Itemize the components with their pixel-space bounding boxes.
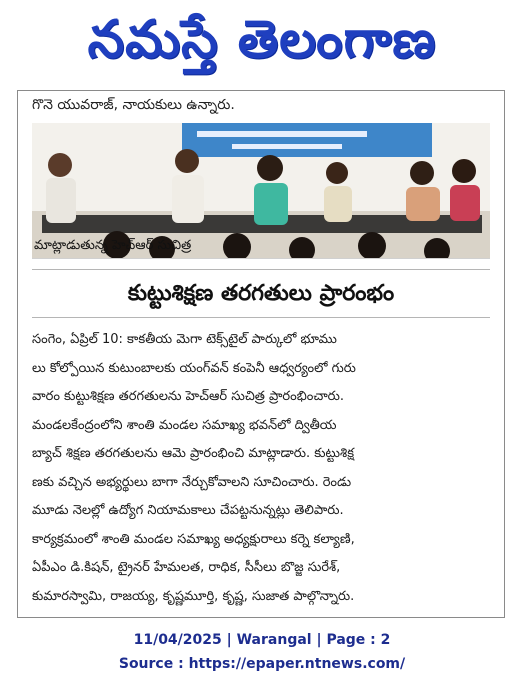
headline: కుట్టుశిక్షణ తరగతులు ప్రారంభం xyxy=(127,281,395,306)
body-line: వారం కుట్టుశిక్షణ తరగతులను హెచ్ఆర్ సుచిత్ర ప్రారంభించారు. xyxy=(32,389,345,404)
photo-caption: మాట్లాడుతున్న హెచ్ఆర్ సుచిత్ర xyxy=(34,238,192,253)
body-line: లు కోల్పోయిన కుటుంబాలకు యంగ్‌వన్ కంపెనీ ఆధ్వర్యంలో గురు xyxy=(32,360,356,376)
body-line: మూడు నెలల్లో ఉద్యోగ నియామకాలు చేపట్టనున్నట్లు తెలిపారు. xyxy=(32,503,344,518)
body-line: సంగెం, ఏప్రిల్ 10: కాకతీయ మెగా టెక్స్‌టైల్ పార్కులో భూము xyxy=(32,332,337,347)
body-line: కుమారస్వామి, రాజయ్య, కృష్ణమూర్తి, కృష్ణ, సుజాత పాల్గొన్నారు. xyxy=(32,588,355,604)
event-banner xyxy=(182,123,432,157)
newspaper-logo: నమస్తే తెలంగాణ xyxy=(87,10,437,70)
previous-article-tail: గొనె యువరాజ్, నాయకులు ఉన్నారు. xyxy=(32,97,235,113)
body-line: ఏపీఎం డి.కిషన్, ట్రైనర్ హేమలత, రాధిక, సీసీలు బొజ్జ సురేశ్, xyxy=(32,560,341,575)
person-1 xyxy=(46,153,76,223)
divider-top xyxy=(32,269,490,270)
body-line: ణకు వచ్చిన అభ్యర్థులు బాగా నేర్చుకోవాలని సూచించారు. రెండు xyxy=(32,474,352,490)
body-line: మండలకేంద్రంలోని శాంతి మండల సమాఖ్య భవన్‌లో ద్వితీయ xyxy=(32,417,337,433)
person-4 xyxy=(324,162,352,222)
body-line: బ్యాచ్ శిక్షణ తరగతులను ఆమె ప్రారంభించి మాట్లాడారు. కుట్టుశిక్ష xyxy=(32,446,354,461)
body-line: కార్యక్రమంలో శాంతి మండల సమాఖ్య అధ్యక్షురాలు కర్నె కల్యాణి, xyxy=(32,531,355,547)
clipping-frame xyxy=(17,90,505,618)
masthead xyxy=(0,0,524,80)
footer-source: Source : https://epaper.ntnews.com/ xyxy=(118,656,406,672)
divider-bottom xyxy=(32,317,490,318)
article-body xyxy=(32,326,494,611)
person-6 xyxy=(450,159,480,221)
footer-date-edition: 11/04/2025 | Warangal | Page : 2 xyxy=(133,632,391,648)
